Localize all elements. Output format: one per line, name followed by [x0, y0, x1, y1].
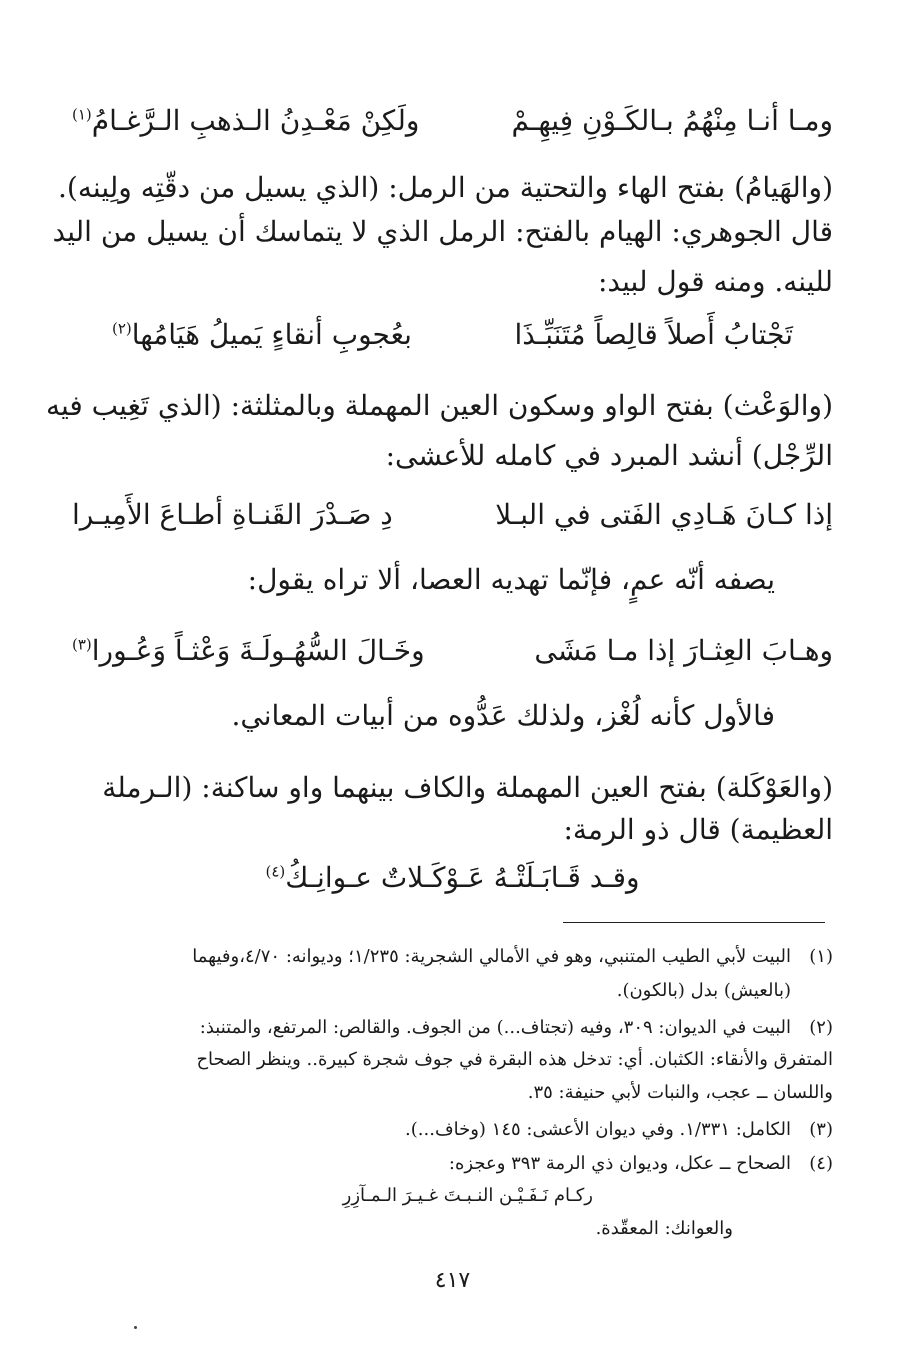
footnote-separator [563, 922, 825, 923]
paragraph-line: (والوَعْث) بفتح الواو وسكون العين المهملة وبالمثلثة: (الذي تَغِيب فيه [45, 389, 833, 422]
verse-1-hemistich-2: ولَكِنْ مَعْـدِنُ الـذهبِ الـرَّغـامُ [91, 104, 420, 137]
paragraph-line: يصفه أنّه عمٍ، فإنّما تهديه العصا، ألا تراه يقول: [247, 563, 775, 596]
paragraph-line: فالأول كأنه لُغْز، ولذلك عَدُّوه من أبيات المعاني. [231, 699, 775, 732]
ink-speck [134, 1326, 137, 1329]
paragraph-line: (والهَيامُ) بفتح الهاء والتحتية من الرمل: (الذي يسيل من دقّتِه ولِينه). [58, 171, 833, 204]
footnote-line: المتفرق والأنقاء: الكثبان. أي: تدخل هذه البقرة في جوف شجرة كبيرة.. وينظر الصحاح [196, 1049, 833, 1070]
footnote-ref-3: (٣) [72, 635, 92, 654]
footnote-line: البيت في الديوان: ٣٠٩، وفيه (تجتاف...) من الجوف. والقالص: المرتفع، والمتنبذ: [199, 1017, 791, 1038]
verse-4-hemistich-1: وهـابَ العِثـارَ إذا مـا مَشَى [534, 634, 833, 667]
footnote-line: (بالعيش) بدل (بالكون). [616, 980, 791, 1001]
verse-3 [72, 498, 833, 542]
verse-3-hemistich-1: إذا كـانَ هَـادِي الفَتى في البـلا [495, 498, 833, 531]
paragraph-line: للينه. ومنه قول لبيد: [597, 265, 833, 298]
footnote-3 [72, 1115, 833, 1144]
paragraph-line: العظيمة) قال ذو الرمة: [563, 813, 833, 846]
footnote-2 [72, 1013, 833, 1042]
footnote-4 [72, 1149, 833, 1178]
verse-5-hemistich-1: وقـد قَـابَـلَتْـهُ عَـوْكَـلاتٌ عـوانِـكُ [285, 861, 640, 894]
page-number: ٤١٧ [434, 1268, 471, 1293]
footnote-number: (٢) [809, 1017, 833, 1038]
paragraph-line: الرِّجْل) أنشد المبرد في كامله للأعشى: [385, 439, 833, 472]
verse-2-hemistich-1: تَجْتابُ أَصلاً قالِصاً مُتَنَبِّـذَا [514, 318, 793, 351]
footnote-number: (١) [809, 946, 833, 967]
paragraph-line: قال الجوهري: الهيام بالفتح: الرمل الذي لا يتماسك أن يسيل من اليد [52, 215, 833, 248]
verse-1-hemistich-1: ومـا أنـا مِنْهُمُ بـالكَـوْنِ فِيهِـمْ [511, 104, 833, 137]
footnote-number: (٤) [809, 1153, 833, 1174]
footnote-line: الكامل: ١/٣٣١. وفي ديوان الأعشى: ١٤٥ (وخاف...). [405, 1119, 791, 1140]
verse-2-hemistich-2: بعُجوبِ أنقاءٍ يَميلُ هَيَامُها [131, 318, 412, 351]
verse-4 [72, 634, 833, 678]
footnote-line: والعوانك: المعقّدة. [595, 1218, 733, 1239]
footnote-verse: ركـام نَـفَـيْـن النـبـتَ غـيـرَ الـمـآزِرِ [342, 1185, 593, 1206]
footnote-line: البيت لأبي الطيب المتنبي، وهو في الأمالي الشجرية: ١/٢٣٥؛ وديوانه: ٤/٧٠،وفيهما [192, 946, 791, 967]
footnote-number: (٣) [809, 1119, 833, 1140]
verse-5 [0, 856, 905, 900]
verse-1 [72, 104, 833, 148]
paragraph-line: (والعَوْكَلة) بفتح العين المهملة والكاف بينهما واو ساكنة: (الـرملة [102, 771, 833, 804]
verse-2 [72, 318, 833, 362]
footnote-ref-4: (٤) [265, 862, 286, 881]
footnote-line: الصحاح ــ عكل، وديوان ذي الرمة ٣٩٣ وعجزه: [448, 1153, 791, 1174]
verse-3-hemistich-2: دِ صَـدْرَ القَنـاةِ أطـاعَ الأَمِيـرا [72, 498, 393, 531]
footnote-ref-1: (١) [72, 105, 92, 124]
footnote-ref-2: (٢) [112, 319, 132, 338]
verse-4-hemistich-2: وخَـالَ السُّهُـولَـةَ وَعْثـاً وَعُـورا [91, 634, 425, 667]
footnote-line: واللسان ــ عجب، والنبات لأبي حنيفة: ٣٥. [527, 1082, 833, 1103]
footnote-1 [72, 942, 833, 971]
